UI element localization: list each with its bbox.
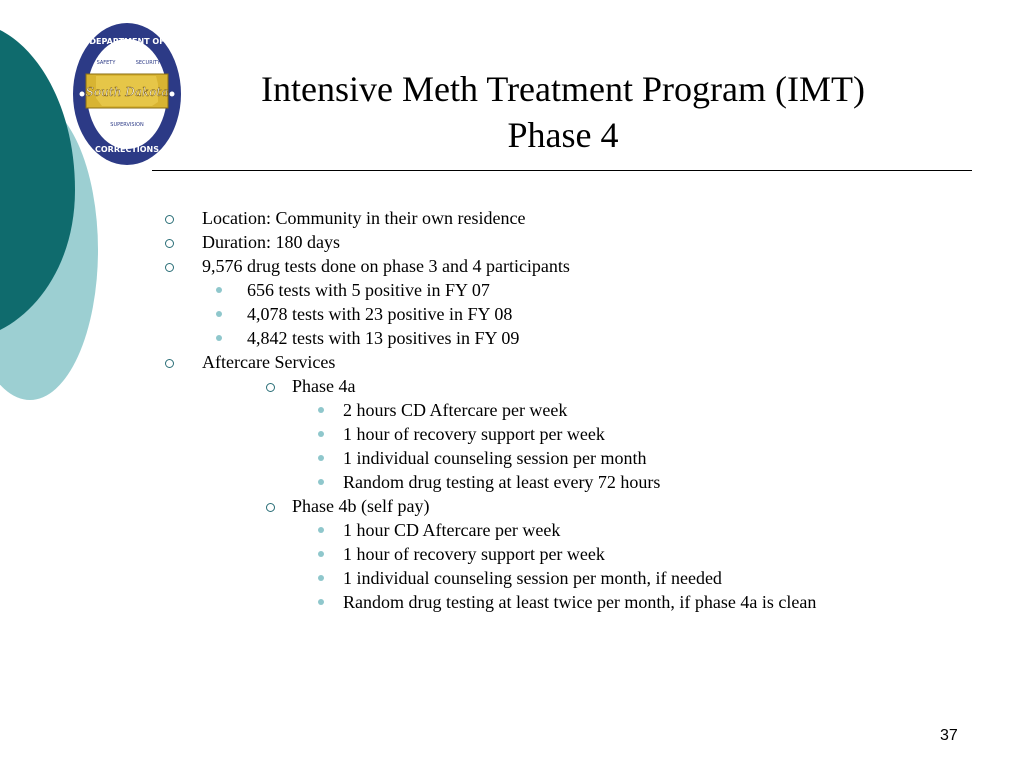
list-item: Phase 4b (self pay)	[292, 496, 430, 516]
dot-bullet-icon	[216, 311, 222, 317]
svg-text:SAFETY: SAFETY	[96, 60, 116, 66]
list-item: Aftercare Services	[202, 352, 336, 372]
list-item: 4,842 tests with 13 positives in FY 09	[247, 328, 520, 348]
list-item: Duration: 180 days	[202, 232, 340, 252]
hollow-bullet-icon	[266, 383, 275, 392]
department-of-corrections-logo	[72, 22, 182, 166]
hollow-bullet-icon	[266, 503, 275, 512]
list-item: 1 individual counseling session per month, if needed	[343, 568, 722, 588]
slide-title	[200, 66, 926, 158]
dot-bullet-icon	[318, 431, 324, 437]
dot-bullet-icon	[216, 287, 222, 293]
dot-bullet-icon	[318, 479, 324, 485]
svg-text:South Dakota: South Dakota	[85, 85, 169, 99]
list-item: 4,078 tests with 23 positive in FY 08	[247, 304, 513, 324]
dot-bullet-icon	[216, 335, 222, 341]
hollow-bullet-icon	[165, 263, 174, 272]
dot-bullet-icon	[318, 527, 324, 533]
list-item: Phase 4a	[292, 376, 356, 396]
list-item: 1 individual counseling session per month	[343, 448, 647, 468]
title-line-1: Intensive Meth Treatment Program (IMT)	[261, 69, 865, 109]
list-item: 9,576 drug tests done on phase 3 and 4 participants	[202, 256, 570, 276]
list-item: 2 hours CD Aftercare per week	[343, 400, 568, 420]
hollow-bullet-icon	[165, 239, 174, 248]
corrections-seal	[72, 22, 182, 166]
list-item: 1 hour of recovery support per week	[343, 544, 605, 564]
list-item: Location: Community in their own residence	[202, 208, 526, 228]
dot-bullet-icon	[318, 455, 324, 461]
dot-bullet-icon	[318, 407, 324, 413]
list-item: Random drug testing at least twice per month, if phase 4a is clean	[343, 592, 817, 612]
svg-text:SECURITY: SECURITY	[135, 60, 161, 66]
list-item: 656 tests with 5 positive in FY 07	[247, 280, 490, 300]
title-divider	[152, 170, 972, 171]
list-item: 1 hour of recovery support per week	[343, 424, 605, 444]
svg-text:CORRECTIONS: CORRECTIONS	[94, 145, 160, 154]
list-item: 1 hour CD Aftercare per week	[343, 520, 561, 540]
dot-bullet-icon	[318, 551, 324, 557]
list-item: Random drug testing at least every 72 hours	[343, 472, 661, 492]
dot-bullet-icon	[318, 575, 324, 581]
dot-bullet-icon	[318, 599, 324, 605]
hollow-bullet-icon	[165, 359, 174, 368]
title-line-2: Phase 4	[507, 115, 619, 155]
svg-text:DEPARTMENT OF: DEPARTMENT OF	[89, 37, 165, 46]
page-number: 37	[940, 727, 958, 744]
hollow-bullet-icon	[165, 215, 174, 224]
svg-text:SUPERVISION: SUPERVISION	[110, 122, 144, 128]
